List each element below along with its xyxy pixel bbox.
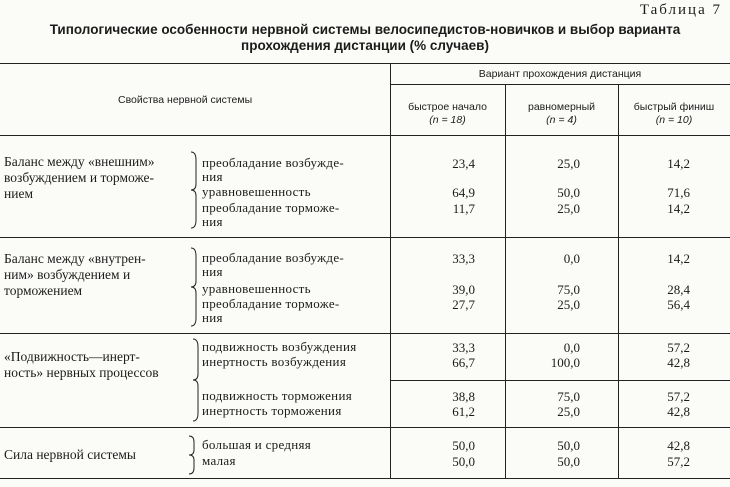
row-label: преобладание возбужде- ния [202, 155, 345, 184]
header-col1: быстрое начало [408, 101, 487, 113]
group-property: Баланс между «внешним» возбуждением и торможе- нием [4, 154, 155, 201]
value-cell: 50,0 [452, 454, 475, 469]
value-cell: 42,8 [667, 438, 690, 453]
header-col1-n: (n = 18) [429, 114, 466, 126]
value-cell: 0,0 [563, 251, 580, 266]
group-property: Сила нервной системы [4, 447, 136, 462]
value-cell: 28,4 [667, 282, 690, 297]
group-rule-2 [0, 333, 730, 334]
header-properties: Свойства нервной системы [118, 94, 253, 106]
table-number: Таблица 7 [639, 2, 722, 18]
row-label: инертность торможения [202, 403, 342, 418]
group-property: «Подвижность—инерт- ность» нервных процессов [4, 349, 159, 380]
header-col2: равномерный [527, 101, 595, 113]
value-cell: 42,8 [667, 355, 690, 370]
value-cell: 25,0 [557, 404, 580, 419]
row-label: уравновешенность [202, 281, 311, 296]
variant-header-rule [390, 84, 730, 85]
value-cell: 33,3 [452, 251, 475, 266]
value-cell: 23,4 [452, 156, 475, 171]
header-bottom-rule [0, 135, 730, 136]
row-label: подвижность возбуждения [202, 339, 357, 354]
col-divider-3 [618, 84, 619, 478]
value-cell: 14,2 [667, 201, 690, 216]
value-cell: 57,2 [667, 454, 690, 469]
row-label: малая [202, 453, 236, 468]
table-title-line-2: прохождения дистанции (% случаев) [241, 38, 489, 53]
group-rule-1 [0, 237, 730, 238]
value-cell: 66,7 [452, 355, 475, 370]
brace-icon [188, 246, 198, 328]
value-cell: 11,7 [452, 201, 475, 216]
value-cell: 56,4 [667, 297, 690, 312]
value-cell: 64,9 [452, 185, 475, 200]
header-col3-n: (n = 10) [655, 114, 693, 126]
value-cell: 25,0 [557, 297, 580, 312]
header-variant-group: Вариант прохождения дистанция [478, 68, 642, 80]
value-cell: 50,0 [557, 438, 580, 453]
value-cell: 75,0 [557, 282, 580, 297]
row-label: подвижность торможения [202, 388, 352, 403]
table-title-line-1: Типологические особенности нервной системы велосипедистов-новичков и выбор варианта [49, 22, 681, 37]
value-cell: 71,6 [667, 185, 690, 200]
value-cell: 14,2 [667, 156, 690, 171]
value-cell: 27,7 [452, 297, 475, 312]
group-rule-2b [390, 380, 730, 381]
value-cell: 25,0 [557, 156, 580, 171]
value-cell: 25,0 [557, 201, 580, 216]
value-cell: 39,0 [452, 282, 475, 297]
value-cell: 75,0 [557, 389, 580, 404]
row-label: преобладание торможе- ния [202, 200, 340, 229]
value-cell: 57,2 [667, 389, 690, 404]
row-label: преобладание возбужде- ния [202, 250, 345, 279]
group-property: Баланс между «внутрен- ним» возбуждением и торможением [4, 251, 146, 298]
value-cell: 0,0 [563, 340, 580, 355]
col-divider-2 [505, 84, 506, 478]
top-rule [0, 63, 730, 64]
brace-icon [188, 150, 198, 230]
value-cell: 38,8 [452, 389, 475, 404]
value-cell: 42,8 [667, 404, 690, 419]
row-label: уравновешенность [202, 184, 311, 199]
row-label: инертность возбуждения [202, 354, 347, 369]
value-cell: 50,0 [557, 185, 580, 200]
value-cell: 61,2 [452, 404, 475, 419]
header-col2-n: (n = 4) [546, 114, 577, 126]
row-label: преобладание торможе- ния [202, 296, 340, 325]
bottom-rule [0, 478, 730, 479]
value-cell: 50,0 [452, 438, 475, 453]
value-cell: 14,2 [667, 251, 690, 266]
value-cell: 50,0 [557, 454, 580, 469]
group-rule-3 [0, 427, 730, 428]
header-col3: быстрый финиш [633, 101, 715, 113]
row-label: большая и средняя [202, 437, 312, 452]
brace-icon [190, 337, 200, 423]
value-cell: 33,3 [452, 340, 475, 355]
value-cell: 100,0 [550, 355, 580, 370]
brace-icon [186, 434, 196, 476]
value-cell: 57,2 [667, 340, 690, 355]
